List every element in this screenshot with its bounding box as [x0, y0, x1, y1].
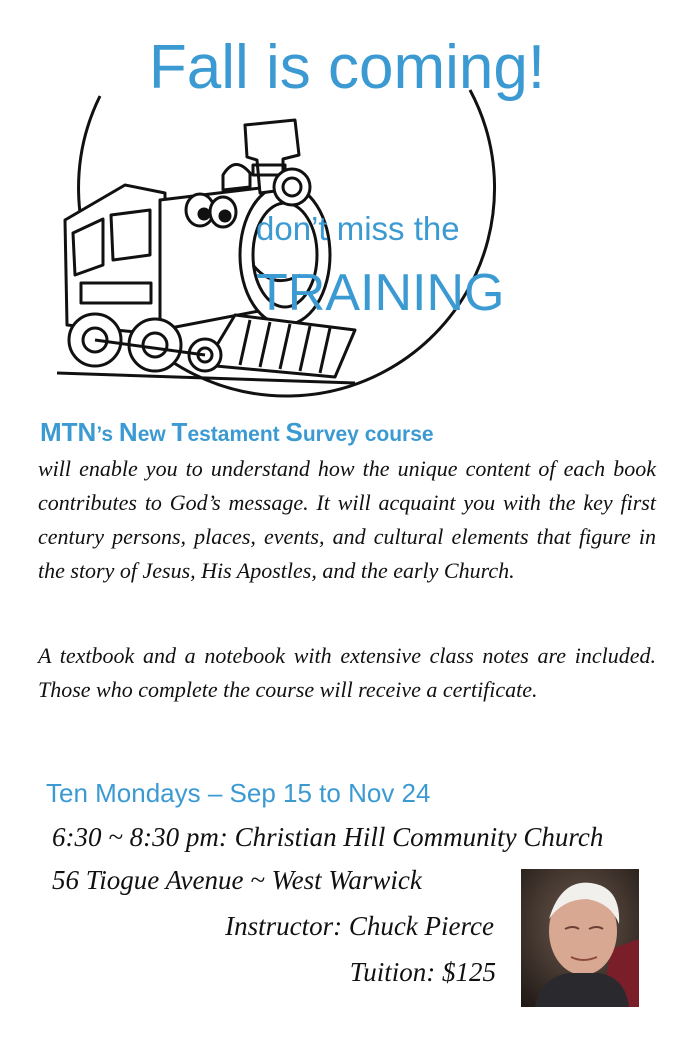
course-title-part: ew — [137, 423, 172, 446]
subheading-line-1: don’t miss the — [256, 210, 460, 247]
instructor-name: Instructor: Chuck Pierce — [225, 911, 494, 941]
course-title-part: urvey course — [302, 423, 434, 446]
course-title — [40, 416, 434, 451]
course-title-part: S — [285, 417, 303, 447]
course-title-part: N — [118, 417, 138, 447]
headline: Fall is coming! — [148, 33, 546, 102]
subheading-line-2: TRAINING — [256, 264, 505, 322]
train-locomotive-icon — [55, 115, 375, 385]
instructor-photo — [521, 869, 639, 1007]
description-paragraph-2: A textbook and a notebook with extensive class notes are included. Those who complete the course will receive a certificate. — [38, 643, 656, 702]
description-paragraph-1: will enable you to understand how the unique content of each book contributes to God’s message. It will acquaint you with the key first century persons, places, events, and cultural elements that figure in the story of Jesus, His Apostles, and the early Church. — [38, 456, 656, 583]
schedule-dates: Ten Mondays – Sep 15 to Nov 24 — [46, 778, 431, 808]
course-title-part: ’s — [96, 423, 119, 446]
course-title-prefix: MTN — [40, 417, 97, 447]
schedule-address: 56 Tiogue Avenue ~ West Warwick — [52, 865, 422, 895]
course-title-part: T — [171, 417, 188, 447]
tuition: Tuition: $125 — [349, 957, 496, 987]
course-title-part: estament — [187, 423, 286, 446]
schedule-time-location: 6:30 ~ 8:30 pm: Christian Hill Community Church — [52, 822, 604, 852]
